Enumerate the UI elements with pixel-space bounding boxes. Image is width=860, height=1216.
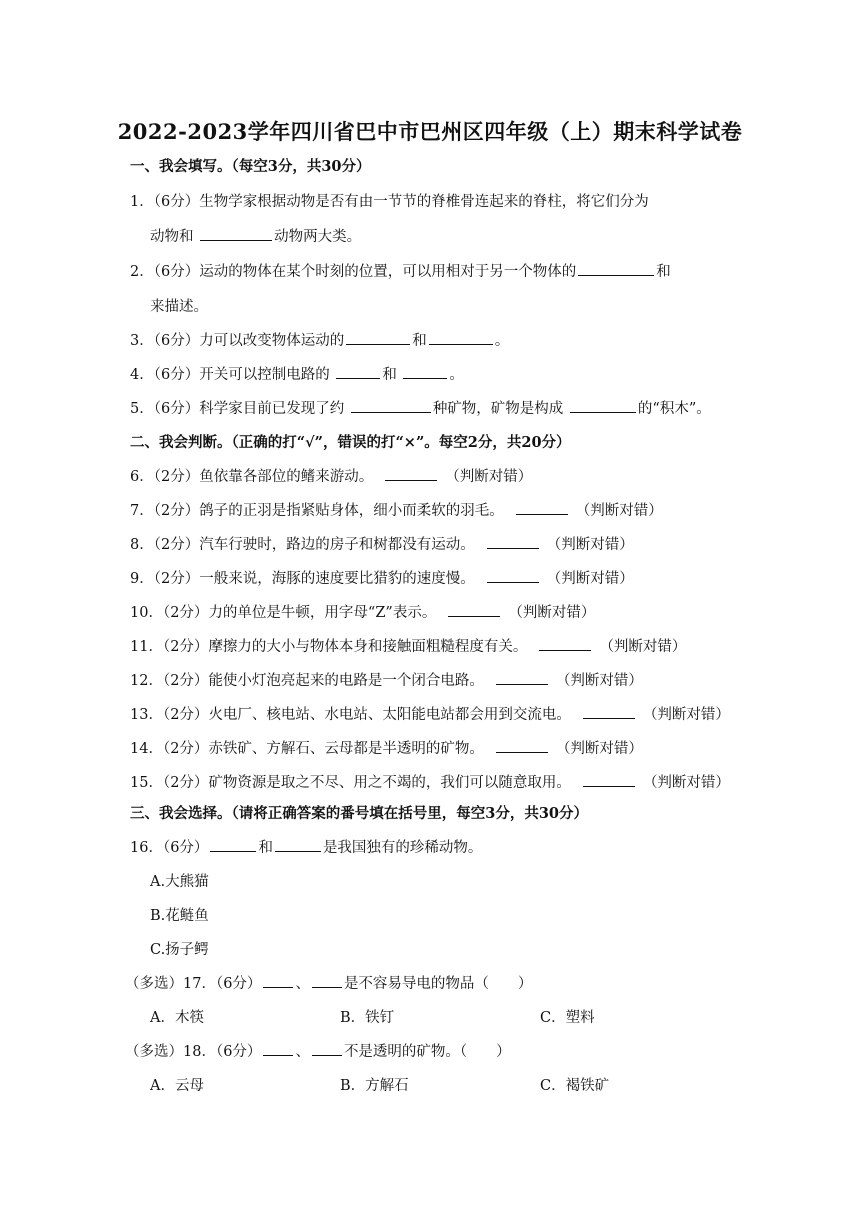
judge-question (130, 703, 730, 724)
question-number: 15．（2分） (130, 775, 209, 791)
answer-blank[interactable] (487, 534, 539, 549)
option-c[interactable]: C．褐铁矿 (540, 1078, 610, 1094)
judge-label: （判断对错） (546, 571, 634, 587)
judge-question (130, 635, 686, 656)
judge-question (130, 533, 634, 554)
answer-blank[interactable] (583, 772, 635, 787)
question-text: 。 (494, 333, 510, 349)
answer-blank[interactable] (336, 364, 380, 379)
question-number: 2．（6分） (130, 264, 200, 280)
judge-label: （判断对错） (642, 775, 730, 791)
question-3 (130, 329, 509, 350)
question-number: 7．（2分） (130, 503, 200, 519)
question-number: （多选）17．（6分） (125, 976, 262, 992)
judge-label: （判断对错） (508, 605, 596, 621)
question-17 (125, 972, 532, 993)
answer-blank[interactable] (403, 364, 447, 379)
answer-blank[interactable] (448, 602, 500, 617)
option-c[interactable]: C.扬子鳄 (150, 942, 209, 958)
answer-blank[interactable] (263, 1041, 293, 1056)
judge-label: （判断对错） (599, 639, 687, 655)
question-number: 11．（2分） (130, 639, 209, 655)
judge-question (130, 669, 643, 690)
page-title: 2022-2023学年四川省巴中市巴州区四年级（上）期末科学试卷 (117, 119, 743, 144)
question-number: 9．（2分） (130, 571, 200, 587)
judge-label: （判断对错） (575, 503, 663, 519)
question-text: 力可以改变物体运动的 (199, 333, 345, 349)
judge-label: （判断对错） (555, 741, 643, 757)
question-text: 鸽子的正羽是指紧贴身体，细小而柔软的羽毛。 (199, 503, 504, 519)
question-number: 1．（6分） (130, 194, 200, 210)
judge-question (130, 465, 532, 486)
answer-blank[interactable] (570, 398, 636, 413)
question-16 (130, 836, 482, 857)
answer-blank[interactable] (539, 636, 591, 651)
question-5 (130, 397, 711, 418)
question-number: 10．（2分） (130, 605, 209, 621)
question-text: 赤铁矿、方解石、云母都是半透明的矿物。 (208, 741, 484, 757)
question-text: 动物两大类。 (274, 229, 362, 245)
option-c[interactable]: C．塑料 (540, 1010, 595, 1026)
answer-blank[interactable] (351, 398, 431, 413)
separator: 、 (295, 976, 310, 992)
question-number: 12．（2分） (130, 673, 209, 689)
judge-question (130, 771, 730, 792)
question-text: 和 (656, 264, 671, 280)
judge-question (130, 567, 634, 588)
answer-blank[interactable] (312, 1041, 342, 1056)
answer-blank[interactable] (346, 330, 410, 345)
question-number: 6．（2分） (130, 469, 200, 485)
answer-blank[interactable] (263, 973, 293, 988)
answer-blank[interactable] (516, 500, 568, 515)
question-number: 13．（2分） (130, 707, 209, 723)
question-number: 4．（6分） (130, 367, 200, 383)
section-heading: 一、我会填写。（每空3分，共30分） (130, 158, 371, 175)
question-18 (125, 1040, 511, 1061)
judge-label: （判断对错） (445, 469, 533, 485)
answer-blank[interactable] (200, 226, 272, 241)
answer-blank[interactable] (385, 466, 437, 481)
answer-blank[interactable] (429, 330, 493, 345)
answer-blank[interactable] (583, 704, 635, 719)
question-text: 一般来说，海豚的速度要比猎豹的速度慢。 (199, 571, 475, 587)
option-b[interactable]: B.花鲢鱼 (150, 908, 209, 924)
question-text: 鱼依靠各部位的鳍来游动。 (199, 469, 374, 485)
judge-label: （判断对错） (546, 537, 634, 553)
question-text: 力的单位是牛顿，用字母“Z”表示。 (208, 605, 437, 621)
judge-label: （判断对错） (555, 673, 643, 689)
question-4 (130, 363, 464, 384)
question-text: 是我国独有的珍稀动物。 (322, 840, 483, 856)
section-heading: 三、我会选择。（请将正确答案的番号填在括号里，每空3分，共30分） (130, 805, 589, 822)
answer-blank[interactable] (487, 568, 539, 583)
question-text: 种矿物，矿物是构成 (432, 401, 564, 417)
judge-question (130, 499, 663, 520)
question-text: 和 (382, 367, 397, 383)
question-text: 的“积木”。 (637, 401, 711, 417)
judge-label: （判断对错） (642, 707, 730, 723)
question-text: 汽车行驶时，路边的房子和树都没有运动。 (199, 537, 475, 553)
question-number: 3．（6分） (130, 333, 200, 349)
question-text: 是不容易导电的物品（ ） (343, 976, 533, 992)
question-number: 5．（6分） (130, 401, 200, 417)
question-text: 摩擦力的大小与物体本身和接触面粗糙程度有关。 (208, 639, 528, 655)
question-number: 8．（2分） (130, 537, 200, 553)
question-text: 运动的物体在某个时刻的位置，可以用相对于另一个物体的 (199, 264, 577, 280)
question-text: 和 (412, 333, 427, 349)
section-heading: 二、我会判断。（正确的打“√”，错误的打“×”。每空2分，共20分） (130, 434, 571, 451)
option-b[interactable]: B．方解石 (340, 1078, 409, 1094)
question-1-line-2 (150, 225, 361, 246)
answer-blank[interactable] (312, 973, 342, 988)
question-text: 生物学家根据动物是否有由一节节的脊椎骨连起来的脊柱，将它们分为 (199, 194, 649, 210)
question-number: 14．（2分） (130, 741, 209, 757)
question-text: 不是透明的矿物。（ ） (343, 1044, 511, 1060)
answer-blank[interactable] (496, 670, 548, 685)
option-a[interactable]: A．云母 (150, 1078, 204, 1094)
answer-blank[interactable] (275, 837, 321, 852)
question-text: 和 (258, 840, 273, 856)
judge-question (130, 601, 595, 622)
question-1-line-1 (130, 190, 649, 211)
judge-question (130, 737, 643, 758)
question-number: （多选）18．（6分） (125, 1044, 262, 1060)
question-2-line-1 (130, 260, 671, 281)
option-a[interactable]: A．木筷 (150, 1010, 204, 1026)
answer-blank[interactable] (578, 261, 654, 276)
answer-blank[interactable] (496, 738, 548, 753)
option-b[interactable]: B．铁钉 (340, 1010, 395, 1026)
separator: 、 (295, 1044, 310, 1060)
question-text: 火电厂、核电站、水电站、太阳能电站都会用到交流电。 (208, 707, 571, 723)
question-text: 动物和 (150, 229, 194, 245)
answer-blank[interactable] (210, 837, 256, 852)
question-2-line-2: 来描述。 (150, 299, 208, 315)
question-text: 开关可以控制电路的 (199, 367, 330, 383)
question-text: 矿物资源是取之不尽、用之不竭的，我们可以随意取用。 (208, 775, 571, 791)
question-text: 。 (449, 367, 464, 383)
question-text: 能使小灯泡亮起来的电路是一个闭合电路。 (208, 673, 484, 689)
question-text: 科学家目前已发现了约 (199, 401, 345, 417)
option-a[interactable]: A.大熊猫 (150, 874, 209, 890)
question-number: 16．（6分） (130, 840, 209, 856)
